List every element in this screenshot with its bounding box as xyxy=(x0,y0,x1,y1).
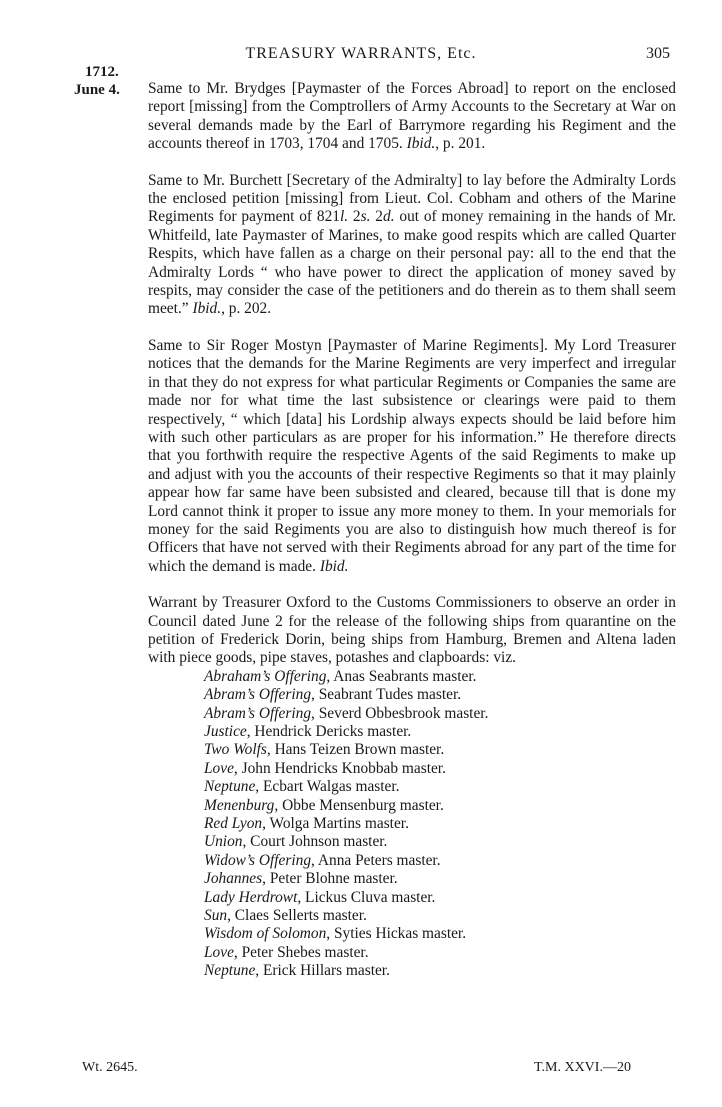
list-item: Lady Herdrowt, Lickus Cluva master. xyxy=(204,888,436,906)
list-item: Wisdom of Solomon, Syties Hickas master. xyxy=(204,925,467,943)
list-item: Neptune, Erick Hillars master. xyxy=(204,962,390,980)
list-item: Red Lyon, Wolga Martins master. xyxy=(204,815,409,833)
list-item: Love, Peter Shebes master. xyxy=(204,943,369,961)
list-item: Love, John Hendricks Knobbab master. xyxy=(204,759,446,777)
list-item: Abraham’s Offering, Anas Seabrants master. xyxy=(204,667,477,685)
paragraph-brydges: Same to Mr. Brydges [Paymaster of the Forces Abroad] to report on the enclosed report [missing] from the Comptrollers of Army Accounts to the Secretary at War on several demands made by the Earl of Barrymore regarding his Regiment and the accounts thereof in 1703, 1704 and 1705. Ibid., p. 201. xyxy=(148,80,676,153)
margin-year: 1712. xyxy=(85,64,119,80)
margin-date: June 4. xyxy=(74,82,120,98)
list-item: Justice, Hendrick Dericks master. xyxy=(204,723,412,740)
page-number: 305 xyxy=(646,45,670,62)
list-item: Johannes, Peter Blohne master. xyxy=(204,870,398,888)
running-header: TREASURY WARRANTS, Etc. xyxy=(245,45,477,62)
list-item: Sun, Claes Sellerts master. xyxy=(204,907,367,925)
list-item: Abram’s Offering, Seabrant Tudes master. xyxy=(204,686,462,704)
footer-printer-mark: Wt. 2645. xyxy=(82,1060,138,1075)
list-item: Two Wolfs, Hans Teizen Brown master. xyxy=(204,741,445,759)
list-item: Menenburg, Obbe Mensenburg master. xyxy=(204,796,444,814)
paragraph-burchett: Same to Mr. Burchett [Secretary of the Admiralty] to lay before the Admiralty Lords the enclosed petition [missing] from Lieut. Col. Cobham and others of the Marine Regiments for payment of 821l. 2s. 2d. out of money remaining in the hands of Mr. Whitfeild, late Paymaster of Marines, to make good respits which are called Quarter Respits, which have fallen as a charge on their personal pay: all to the end that the Admiralty Lords “ who have power to direct the application of money saved by respits, may consider the case of the petitioners and do therein as to them shall seem meet.” Ibid., p. 202. xyxy=(148,171,677,318)
list-item: Union, Court Johnson master. xyxy=(204,833,388,851)
paragraph-warrant: Warrant by Treasurer Oxford to the Customs Commissioners to observe an order in Council dated June 2 for the release of the following ships from quarantine on the petition of Frederick Dorin, being ships from Hamburg, Bremen and Altena laden with piece goods, pipe staves, potashes and clapboards: viz. xyxy=(148,594,676,667)
footer-signature: T.M. XXVI.—20 xyxy=(534,1060,631,1075)
paragraph-mostyn: Same to Sir Roger Mostyn [Paymaster of Marine Regiments]. My Lord Treasurer notices that the demands for the Marine Regiments are very imperfect and irregular in that they do not express for what particular Regiments or Companies the same are made nor for what time the last subsistence or clearings were paid to them respectively, “ which [data] his Lordship always expects should be laid before him with such other particulars as are proper for his information.” He therefore directs that you forthwith require the respective Agents of the said Regiments to make up and adjust with you the accounts of their respective Regiments so that it may plainly appear how far same have been subsisted and cleared, because till that is done my Lord cannot think it proper to issue any more money to them. In your memorials for money for the said Regiments you are also to distinguish how much thereof is for Officers that have not served with their Regiments abroad for any part of the time for which the demand is made. Ibid. xyxy=(148,336,676,575)
list-item: Abram’s Offering, Severd Obbesbrook master. xyxy=(204,704,489,722)
list-item: Neptune, Ecbart Walgas master. xyxy=(204,778,400,796)
list-item: Widow’s Offering, Anna Peters master. xyxy=(204,851,441,869)
ship-list xyxy=(148,668,676,981)
document-body xyxy=(148,80,676,981)
